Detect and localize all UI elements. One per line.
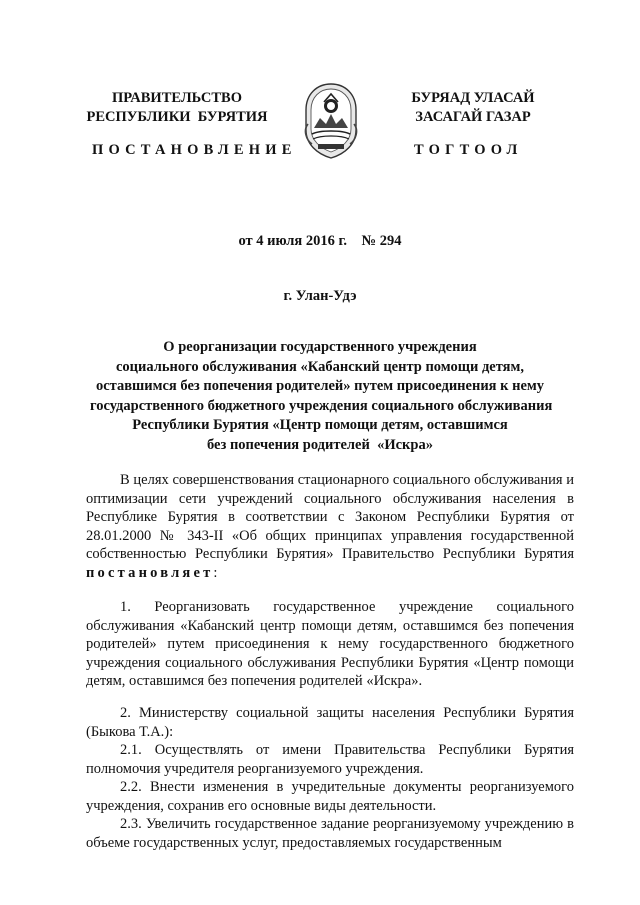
preamble-paragraph <box>86 471 574 583</box>
coat-of-arms-emblem <box>300 80 362 160</box>
issuer-ru-line1: ПРАВИТЕЛЬСТВО <box>112 90 242 106</box>
item-2-1: 2.1. Осуществлять от имени Правительства Республики Бурятия полномочия учредителя реорганизуемого учреждения. <box>86 742 574 777</box>
issuer-bua-line1: БУРЯАД УЛАСАЙ <box>411 90 535 106</box>
issuer-ru-line2: РЕСПУБЛИКИ БУРЯТИЯ <box>86 109 268 125</box>
date-line <box>0 233 640 250</box>
issuer-ru <box>72 89 282 127</box>
issuer-bua-line2: ЗАСАГАЙ ГАЗАР <box>415 109 531 125</box>
city: г. Улан-Удэ <box>283 288 357 304</box>
decrees-colon: : <box>213 564 218 581</box>
title-line: Республики Бурятия «Центр помощи детям, оставшимся <box>132 417 508 433</box>
document-title <box>90 338 553 455</box>
title-line: социального обслуживания «Кабанский центр помощи детям, <box>115 358 524 375</box>
issuer-bua <box>378 89 568 127</box>
item-2: 2. Министерству социальной защиты населения Республики Бурятия (Быкова Т.А.): <box>86 705 574 740</box>
item-2-3: 2.3. Увеличить государственное задание реорганизуемому учреждению в объеме государственных услуг, предоставляемых государственным <box>86 816 574 851</box>
item-2-2: 2.2. Внести изменения в учредительные документы реорганизуемого учреждения, сохранив его основные виды деятельности. <box>86 779 574 814</box>
preamble-text: В целях совершенствования стационарного социального обслуживания и оптимизации сети учреждений социального обслуживания населения в Республике Бурятия в соответствии с Законом Республики Бурятия от 28.01.2000 № 343-II «Об общих принципах управления государственной собственностью Республики Бурятия» Правительство Республики Бурятия <box>86 472 574 563</box>
title-line: государственного бюджетного учреждения социального обслуживания <box>90 397 553 414</box>
decrees-word: постановляет <box>86 564 214 581</box>
title-line: О реорганизации государственного учреждения <box>163 339 477 355</box>
title-line: оставшимся без попечения родителей» путем присоединения к нему <box>95 378 545 394</box>
doctype-bua: ТОГТООЛ <box>414 142 523 158</box>
title-line: без попечения родителей «Искра» <box>207 436 433 453</box>
document-date: от 4 июля 2016 г. <box>238 233 348 249</box>
doctype-ru: ПОСТАНОВЛЕНИЕ <box>92 142 297 158</box>
item-1: 1. Реорганизовать государственное учреждение социального обслуживания «Кабанский центр помощи детям, оставшимся без попечения родителей» путем присоединения к нему государственного бюджетного учреждения социального обслуживания Республики Бурятия «Центр помощи детям, оставшимся без попечения родителей «Искра». <box>86 599 574 690</box>
document-number: № 294 <box>361 233 402 249</box>
